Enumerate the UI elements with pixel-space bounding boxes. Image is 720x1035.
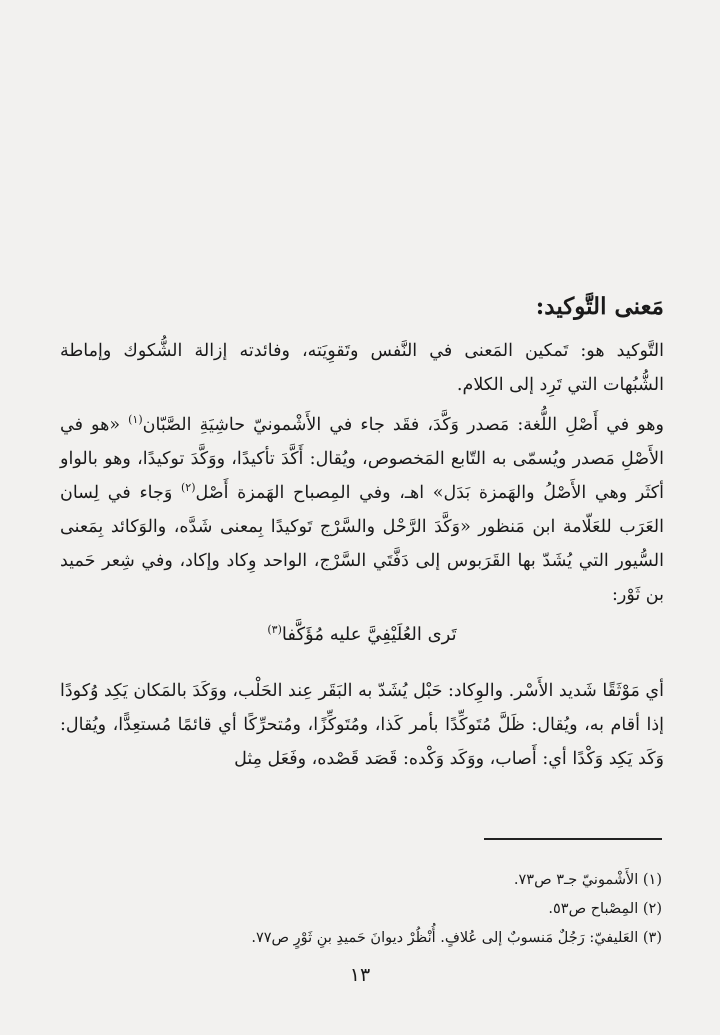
footnote-divider [484, 838, 662, 840]
paragraph-2-text-c: وَجاء في لِسان العَرَب للعَلّامة ابن مَنظور «وَكَّدَ الرَّحْل والسَّرْج تَوكيدًا بِمعنى شَدَّه، والوَكائد بِمَعنى السُّيور التي يُشَدّ بها القَرَبوس إلى دَفَّتَي السَّرْج، الواحد وِكاد وإكاد، وفي شِعر حَميد بن ثَوْر: [60, 483, 664, 605]
paragraph-2 [60, 408, 664, 612]
footnotes [60, 866, 662, 953]
paragraph-2-text-b: «هو في الأَصْلِ مَصدر ويُسمّى به التّابع المَخصوص، ويُقال: أَكَّدَ تأكيدًا، ووَكَّدَ توكيدًا، وهو بالواو أكثَر وهي الأَصْلُ والهَمزة بَدَل» اهـ، وفي المِصباح الهَمزة أَصْل [60, 415, 664, 503]
footnote-ref-3: (٣) [267, 623, 282, 636]
paragraph-1-text: التَّوكيد هو: تَمكين المَعنى في النَّفس وتَقوِيَته، وفائدته إزالة الشُّكوك وإماطة الشُّبُهات التي تَرِد إلى الكلام. [60, 341, 664, 395]
paragraph-3 [60, 674, 664, 776]
paragraph-2-text-a: وهو في أَصْلِ اللُّغة: مَصدر وَكَّدَ، فقَد جاء في الأَشْمونيّ حاشِيَةِ الصَّبّان [142, 415, 664, 435]
footnote-ref-1: (١) [128, 413, 143, 427]
footnote-1: (١) الأَشْمونيّ جـ٣ ص٧٣. [513, 872, 662, 888]
section-heading: مَعنى التَّوكيد: [535, 293, 664, 320]
footnote-3: (٣) العَليفيّ: رَجُلٌ مَنسوبٌ إلى عُلافٍ. أُنْظُرْ ديوانَ حَميدِ بنِ ثَوْرٍ ص٧٧. [251, 930, 662, 946]
poem-verse [60, 618, 664, 652]
poem-text: تَرى العُلَيْفِيَّ عليه مُؤَكَّفا [281, 624, 457, 645]
footnote-ref-2: (٢) [180, 481, 196, 495]
page-number: ١٣ [349, 964, 371, 986]
footnote-2: (٢) المِصْباح ص٥٣. [548, 901, 662, 917]
main-text [60, 288, 664, 782]
paragraph-1 [60, 334, 664, 402]
paragraph-3-text: أي مَوْثَقًا شَديد الأَسْر. والوِكاد: حَبْل يُشَدّ به البَقَر عِند الحَلْب، ووَكَدَ بالمَكان يَكِد وُكودًا إذا أقام به، ويُقال: ظَلَّ مُتَوكِّدًا بأمر كَذا، ومُتَوكِّزًا، ومُتحرِّكًا أي قائمًا مُستعِدًّا، ويُقال: وَكَد يَكِد وَكْدًا أي: أَصاب، ووَكَد وَكْده: قَصَد قَصْده، وفَعَل مِثل [60, 681, 664, 769]
